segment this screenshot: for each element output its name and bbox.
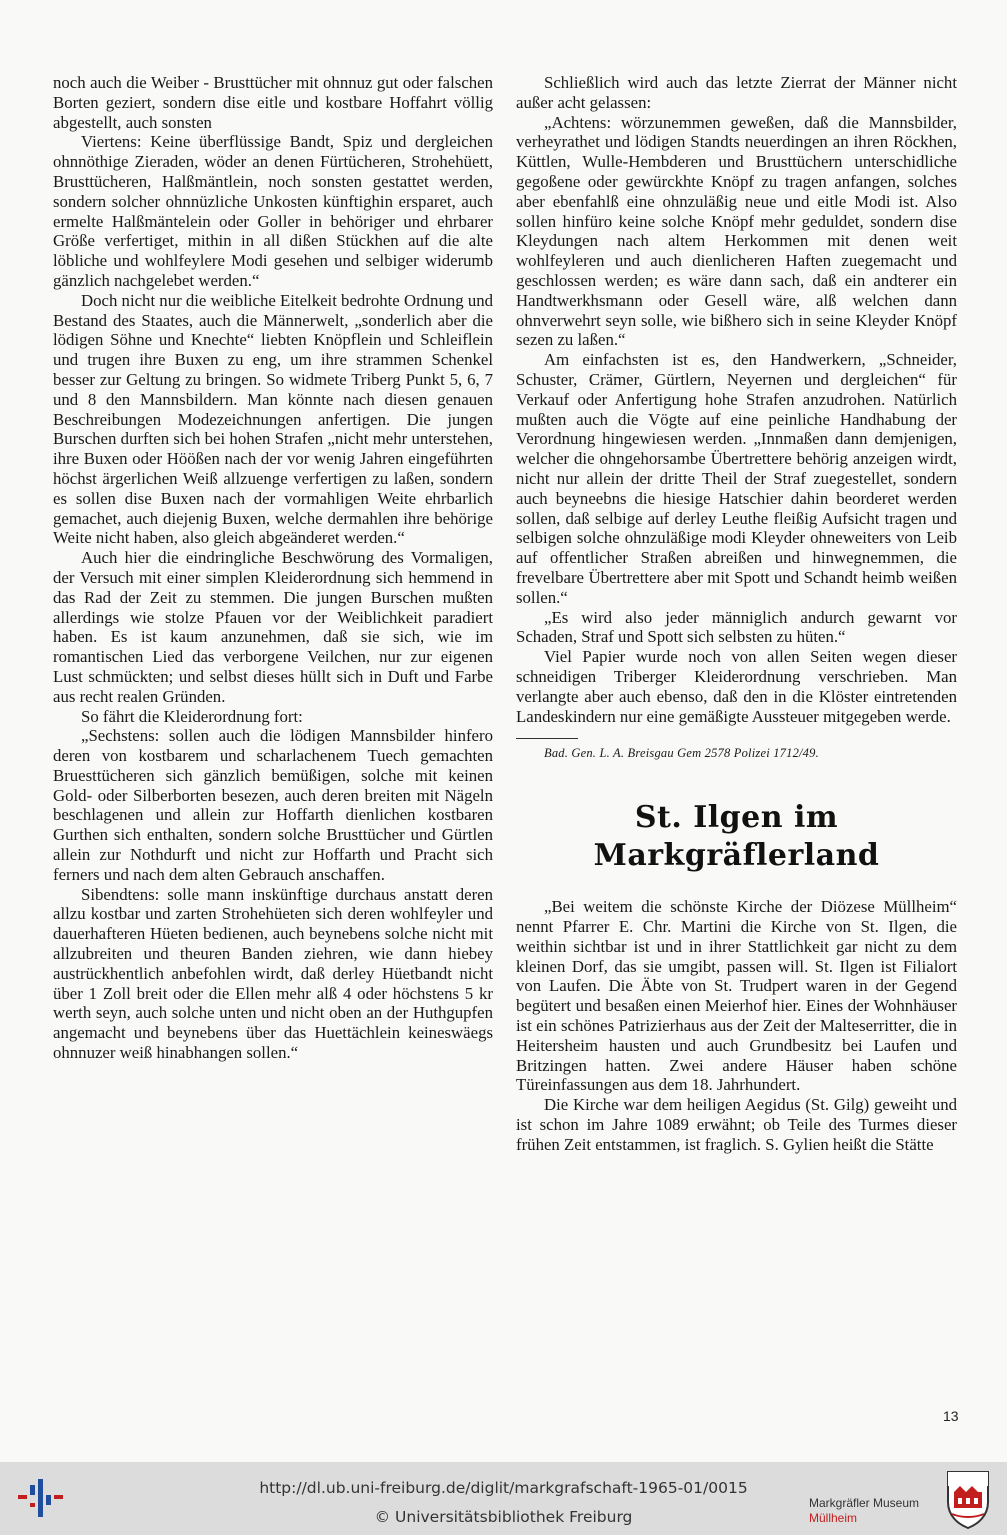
museum-crest-icon: [944, 1468, 992, 1530]
right-column: [516, 73, 957, 1155]
paragraph: So fährt die Kleiderordnung fort:: [81, 706, 303, 726]
copyright-text: © Universitätsbibliothek Freiburg: [374, 1508, 633, 1526]
paragraph: Doch nicht nur die weibliche Eitelkeit bedrohte Ordnung und Bestand des Staates, auch die Männerwelt, „sonderlich aber die lödigen Söhne und Knechte“ liebten Knöpflein und Schleiflein und trugen ihre Buxen zu eng, um ihre strammen Schenkel besser zur Geltung zu bringen. So widmete Triberg Punkt 5, 6, 7 und 8 den Mannsbildern. Man könnte nach diesen genauen Beschreibungen Modezeichnungen anfertigen. Die jungen Burschen durften sich bei hohen Strafen „nicht mehr unterstehen, ihre Buxen oder Höößen nach der vor wenig Jahren eingeführten höchst ärgerlichen Weiß allzuenge verfertigen zu laßen, sondern es sollen dise Buxen nach der vormahligen Weite ehrbarlich gemachet, auch diejenig Buxen, welche dermahlen ihre behörige Weite nicht haben, also gleich abgeänderet werden.“: [53, 290, 493, 548]
paragraph: Die Kirche war dem heiligen Aegidus (St. Gilg) geweiht und ist schon im Jahre 1089 erwähnt; ob Teile des Turmes dieser frühen Zeit entstammen, ist fraglich. S. Gylien heißt die Stätte: [516, 1095, 957, 1154]
museum-name: [809, 1496, 919, 1526]
page-number: 13: [943, 1408, 959, 1424]
paragraph: Viertens: Keine überflüssige Bandt, Spiz und dergleichen ohnnöthige Zieraden, wöder an denen Fürtücheren, Strohehüett, Brusttücheren, Halßmäntlein, noch sonsten gestattet werden, sondern solcher ohnnüzliche Unkosten künftighin ersparet, auch ermelte Halßmäntelein oder Goller in behöriger und ehrbarer Größe verfertiget, mithin in all dißen Stückhen auf die alte löbliche und wohlfeylere Modi gesehen und selbiger widerumb gänzlich nachgelebet werden.“: [53, 132, 493, 290]
footer-bar: [0, 1462, 1007, 1535]
paragraph: Schließlich wird auch das letzte Zierrat der Männer nicht außer acht gelassen:: [516, 73, 957, 112]
paragraph: „Sechstens: sollen auch die lödigen Mannsbilder hinfero deren von kostbarem und scharlachenem Tuech gemachten Bruesttücheren sich gänzlich bemüßigen, solche mit keinen Gold- oder Silberborten besezen, auch deren breiten mit Nägeln beschlagenen und allein zur Hoffarth dienlichen kostbaren Gurthen sich enthalten, sondern solche Brusttücher und Gürtlen allein zur Nothdurft und nicht zur Hoffarth und Pracht sich ferners und nach dem alten Gebrauch anschaffen.: [53, 726, 493, 884]
section-heading: St. Ilgen im Markgräflerland: [593, 800, 880, 874]
footnote: Bad. Gen. L. A. Breisgau Gem 2578 Polizei 1712/49.: [544, 746, 819, 761]
museum-name-line1: Markgräfler Museum: [809, 1496, 920, 1510]
paragraph: „Achtens: wörzunemmen geweßen, daß die Mannsbilder, verheyrathet und lödigen Standts neuerdingen an ihren Röckhen, Küttlen, Wulle-Hembderen und Brusttüchern unterschidliche gegoßene oder gewürckhte Knöpf zu tragen anfangen, solches aber ebenfahlß eine ohnzuläßig neue und eitle Modi ist. Also sollen hinfüro keine solche Knöpf mehr geduldet, sondern dise Kleydungen nach altem Herkommen mit denen weit wohlfeyleren und auch dienlicheren Haften zuegemacht und geschlossen werden; es wäre dann sach, daß ein andterer ein Handtwerkhsmann oder Gesell wäre, alß welchen dann ohnverwehrt seyn solle, wie bißhero sich in seine Kleyder Knöpf sezen zu laßen.“: [516, 112, 957, 350]
paragraph: „Es wird also jeder männiglich andurch gewarnt vor Schaden, Straf und Spott sich selbsten zu hüten.“: [516, 607, 957, 647]
paragraph: Sibendtens: solle mann inskünftige durchaus anstatt deren allzu kostbar und zarten Strohehüeten sich deren wohlfeyler und dauerhafteren Hüeten bedienen, auch beynebens solche nicht mit allzubreiten und theuren Banden ziehren, wie dann hiebey austrückhentlich anbefohlen wirdt, daß derley Hüetbandt nicht über 1 Zoll breit oder die Ellen mehr alß 4 oder höchstens 5 kr werth seyn, auch solche unten und nicht oben an der Huthgupfen angemacht und beynebens über das Huettächlein keineswäegs ohnnuzer weiß hinabhangen sollen.“: [53, 884, 493, 1063]
paragraph: Auch hier die eindringliche Beschwörung des Vormaligen, der Versuch mit einer simplen Kleiderordnung sich hemmend in das Rad der Zeit zu stemmen. Die jungen Burschen mußten allerdings wie stolze Pfauen vor der Weiblichkeit paradiert haben. Es ist kaum anzunehmen, daß sie sich, wie im romantischen Lied das verborgene Veilchen, nur zur eigenen Lust schmückten; und selbst dieses hüllt sich in Duft und Farbe aus recht realen Gründen.: [53, 548, 493, 706]
footnote-rule: [516, 738, 578, 739]
museum-name-line2: Müllheim: [809, 1511, 858, 1525]
paragraph: Am einfachsten ist es, den Handwerkern, „Schneider, Schuster, Crämer, Gürtlern, Neyernen und dergleichen“ für Verkauf oder Anfertigung hohe Strafen anzudrohen. Natürlich mußten auch die Vögte auf eine peinliche Handhabung der Verordnung hingewiesen werden. „Innmaßen dann demjenigen, welcher die ohngehorsambe Übertrettere behörig anzeigen wirdt, nicht nur allein der dritte Theil der Straf zuegestellet, sondern auch beyneebns die hiesige Hatschier dahin beorderet werden sollen, daß selbige auf derley Leuthe fleißig Aufsicht tragen und selbigen solche ohnzuläßige modi Kleyder ohneweiters von Leib auf offentlicher Straßen abreißen und hinwegnemmen, die frevelbare Übertrettere aber mit Spott und Schandt heimb weißen sollen.“: [516, 350, 957, 607]
paragraph: „Bei weitem die schönste Kirche der Diözese Müllheim“ nennt Pfarrer E. Chr. Martini die Kirche von St. Ilgen, die weithin sichtbar ist und in ihrer Stattlichkeit gar nicht zu dem kleinen Dorf, das sie umgibt, passen will. St. Ilgen ist Filialort von Laufen. Die Äbte von St. Trudpert waren in der Gegend begütert und besaßen einen Meierhof hier. Eines der Wohnhäuser ist ein schönes Patrizierhaus aus der Zeit der Malteserritter, die in Heitersheim hausten und auch Grundbesitz bei Laufen und Britzingen hatten. Zwei andere Häuser haben schöne Türeinfassungen aus dem 18. Jahrhundert.: [516, 897, 957, 1095]
left-column: [53, 73, 493, 1063]
paragraph: noch auch die Weiber - Brusttücher mit ohnnuz gut oder falschen Borten geziert, sondern dise eitle und kostbare Hoffahrt völlig abgestellt, auch sonsten: [53, 73, 493, 132]
document-url-link[interactable]: http://dl.ub.uni-freiburg.de/diglit/markgrafschaft-1965-01/0015: [259, 1479, 748, 1497]
paragraph: Viel Papier wurde noch von allen Seiten wegen dieser schneidigen Triberger Kleiderordnung verschrieben. Man verlangte aber auch ebenso, daß den in die Klöster eintretenden Landeskindern nur eine gemäßigte Aussteuer mitgegeben werde.: [516, 647, 957, 726]
